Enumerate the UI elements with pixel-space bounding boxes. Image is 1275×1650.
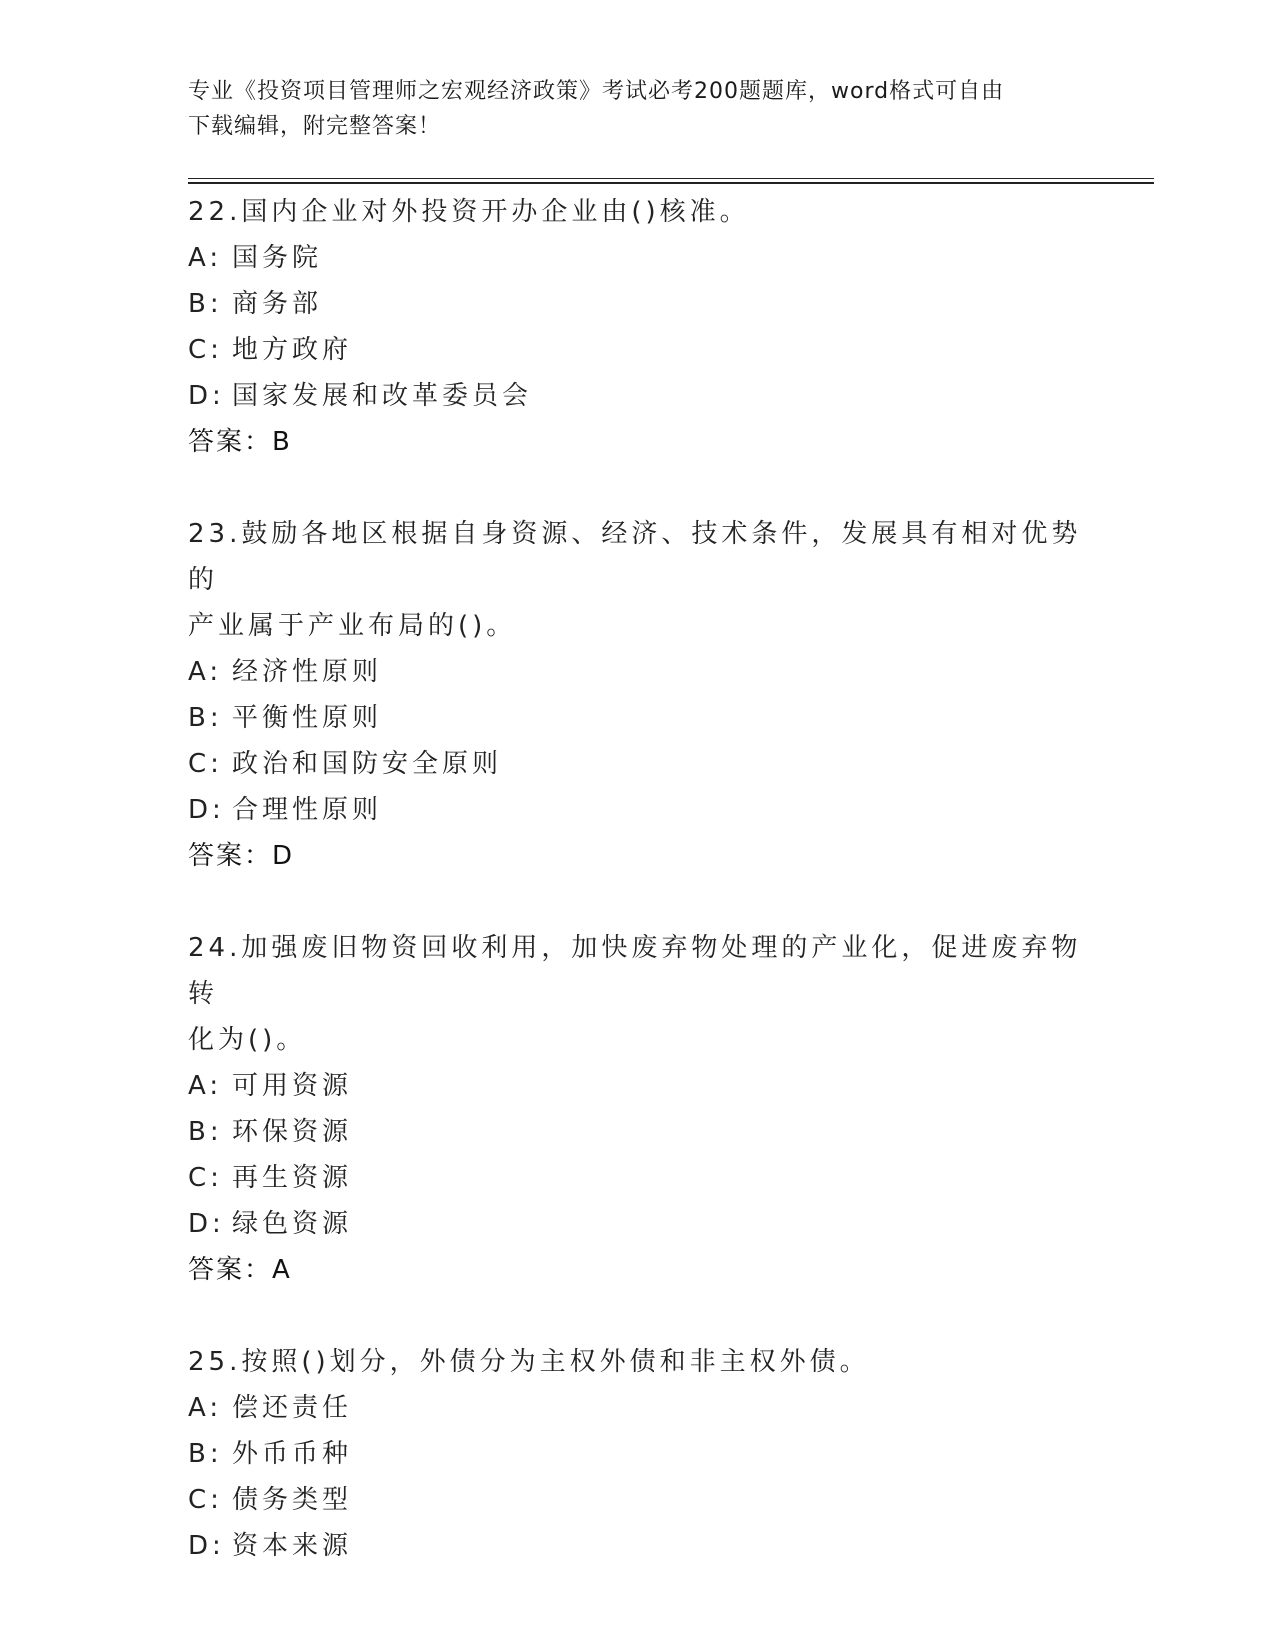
option-key: B:	[188, 289, 223, 319]
option-text: 再生资源	[232, 1163, 353, 1193]
option-key: B:	[188, 1439, 223, 1469]
question-25	[188, 1339, 1088, 1569]
option-key: D:	[188, 1531, 225, 1561]
option-c	[188, 327, 1088, 373]
question-stem-line-1: 24.加强废旧物资回收利用，加快废弃物处理的产业化，促进废弃物转	[188, 933, 1082, 1009]
document-header	[188, 74, 1068, 144]
question-stem: 22.国内企业对外投资开办企业由()核准。	[188, 197, 750, 227]
option-d	[188, 1523, 1088, 1569]
question-stem-line-1: 23.鼓励各地区根据自身资源、经济、技术条件，发展具有相对优势的	[188, 519, 1082, 595]
option-c	[188, 741, 1088, 787]
option-text: 合理性原则	[232, 795, 383, 825]
option-key: D:	[188, 795, 225, 825]
option-key: C:	[188, 1163, 223, 1193]
option-text: 外币币种	[232, 1439, 353, 1469]
answer-line: 答案：D	[188, 841, 295, 871]
option-key: D:	[188, 1209, 225, 1239]
header-line-1: 专业《投资项目管理师之宏观经济政策》考试必考200题题库，word格式可自由	[188, 79, 1005, 104]
option-b	[188, 695, 1088, 741]
question-stem-line-2: 化为()。	[188, 1025, 307, 1055]
option-key: B:	[188, 703, 223, 733]
answer-line: 答案：B	[188, 427, 292, 457]
option-d	[188, 373, 1088, 419]
option-b	[188, 281, 1088, 327]
option-text: 政治和国防安全原则	[232, 749, 503, 779]
option-text: 国务院	[232, 243, 323, 273]
option-text: 绿色资源	[232, 1209, 353, 1239]
option-key: A:	[188, 243, 223, 273]
option-b	[188, 1109, 1088, 1155]
option-text: 商务部	[232, 289, 323, 319]
option-text: 环保资源	[232, 1117, 353, 1147]
option-key: A:	[188, 657, 223, 687]
option-b	[188, 1431, 1088, 1477]
option-key: B:	[188, 1117, 223, 1147]
option-text: 偿还责任	[232, 1393, 353, 1423]
option-a	[188, 1063, 1088, 1109]
option-text: 债务类型	[232, 1485, 353, 1515]
header-line-2: 下载编辑，附完整答案！	[188, 114, 442, 139]
question-24	[188, 925, 1088, 1293]
option-key: D:	[188, 381, 225, 411]
question-list	[188, 189, 1088, 1615]
option-text: 可用资源	[232, 1071, 353, 1101]
option-text: 平衡性原则	[232, 703, 383, 733]
header-divider-bottom	[188, 182, 1154, 184]
option-text: 经济性原则	[232, 657, 383, 687]
header-divider-top	[188, 178, 1154, 179]
answer-line: 答案：A	[188, 1255, 292, 1285]
option-c	[188, 1477, 1088, 1523]
option-key: A:	[188, 1393, 223, 1423]
option-key: C:	[188, 1485, 223, 1515]
option-a	[188, 649, 1088, 695]
option-c	[188, 1155, 1088, 1201]
question-23	[188, 511, 1088, 879]
question-22	[188, 189, 1088, 465]
option-a	[188, 235, 1088, 281]
question-stem: 25.按照()划分，外债分为主权外债和非主权外债。	[188, 1347, 870, 1377]
option-text: 地方政府	[232, 335, 353, 365]
option-a	[188, 1385, 1088, 1431]
option-text: 资本来源	[232, 1531, 353, 1561]
option-key: C:	[188, 749, 223, 779]
option-d	[188, 787, 1088, 833]
option-key: A:	[188, 1071, 223, 1101]
question-stem-line-2: 产业属于产业布局的()。	[188, 611, 517, 641]
option-key: C:	[188, 335, 223, 365]
option-text: 国家发展和改革委员会	[232, 381, 533, 411]
option-d	[188, 1201, 1088, 1247]
